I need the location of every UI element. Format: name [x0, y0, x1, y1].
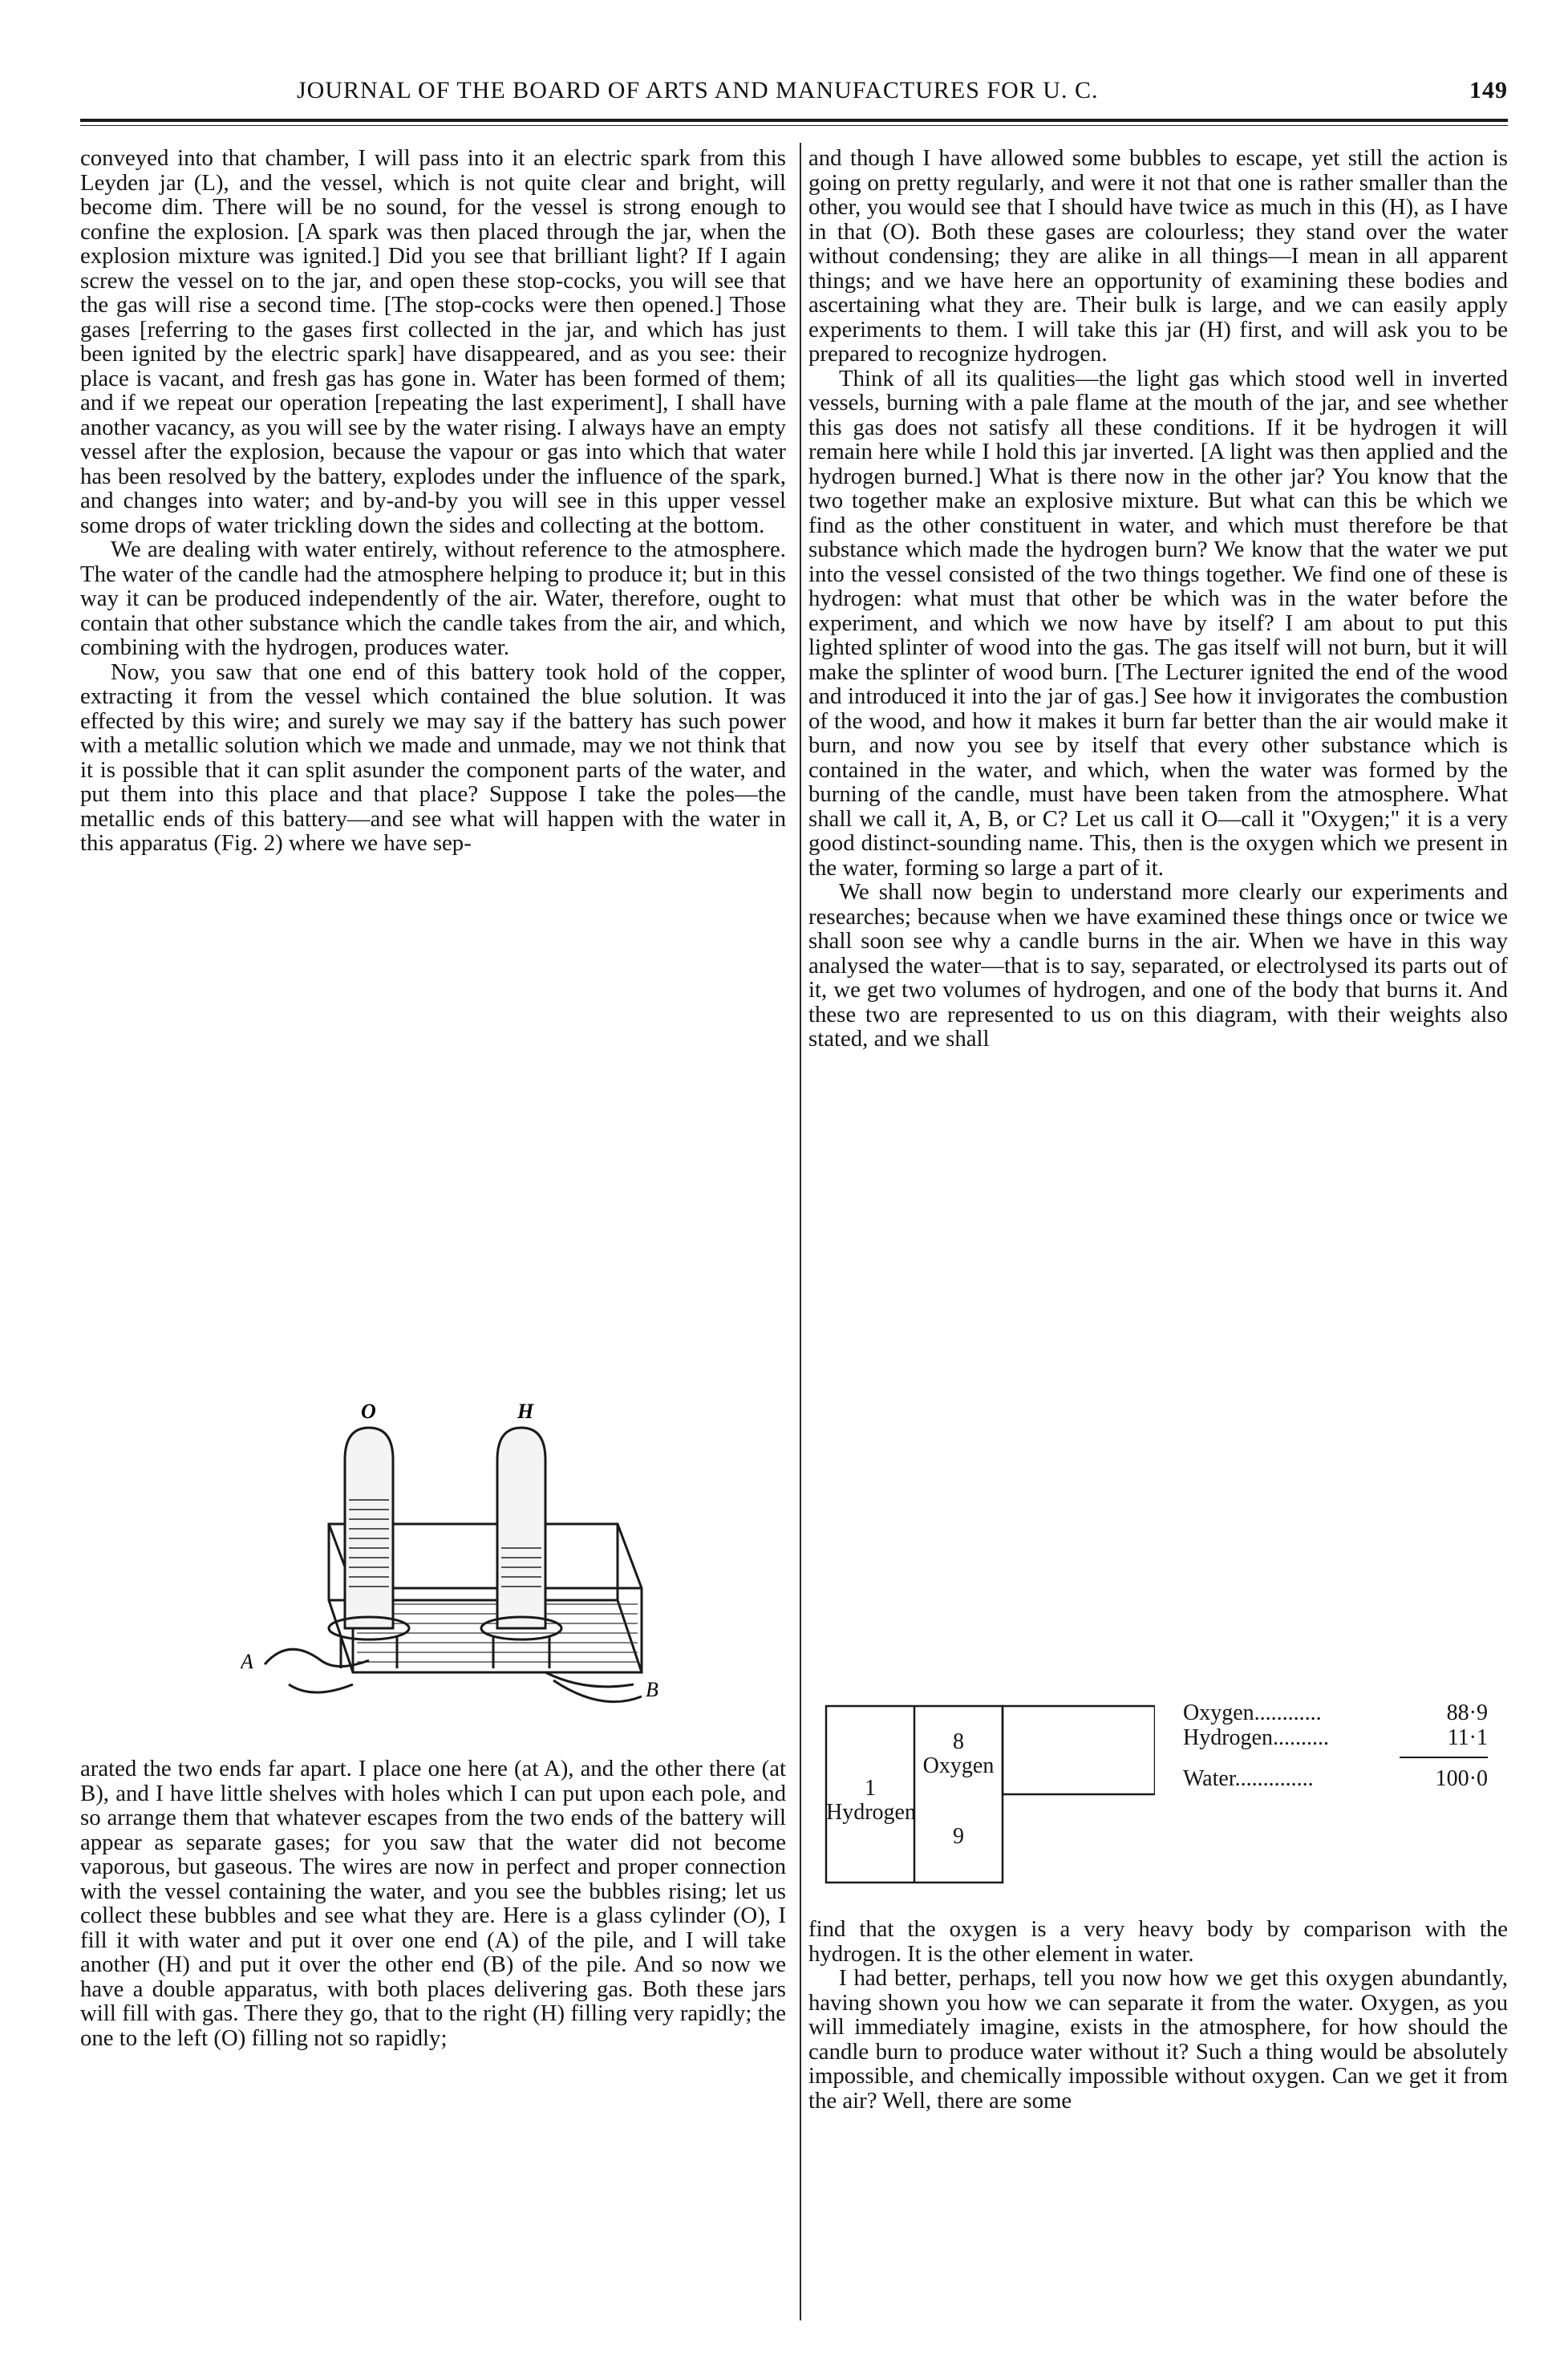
- paragraph: find that the oxygen is a very heavy body by comparison with the hydrogen. It is the other element in water.: [808, 1916, 1508, 1967]
- legend-row-water: [1183, 1766, 1488, 1791]
- legend-name: Water..............: [1183, 1766, 1314, 1791]
- sum-rule: [1400, 1757, 1488, 1758]
- label-o: O: [361, 1400, 376, 1423]
- label-a: A: [241, 1650, 253, 1673]
- left-column-bottom: [80, 1757, 786, 2050]
- legend-value: 88·9: [1446, 1700, 1488, 1725]
- paragraph: Now, you saw that one end of this battery took hold of the copper, extracting it from the vessel which contained the blue solution. It was effected by this wire; and surely we may say if the battery has such power with a metallic solution which we made and unmade, may we not think that it is possible that it can split asunder the component parts of the water, and put them into this place and that place? Suppose I take the poles—the metallic ends of this battery—and see what will happen with the water in this apparatus (Fig. 2) where we have sep-: [80, 659, 786, 856]
- paragraph: I had better, perhaps, tell you now how we get this oxygen abundantly, having shown you how we can separate it from the water. Oxygen, as you will immediately imagine, exists in the atmosphere, for how should the candle burn to produce water without it? Such a thing would be absolutely impossible, and chemically impossible without oxygen. Can we get it from the air? Well, there are some: [808, 1965, 1508, 2114]
- water-composition-diagram: [818, 1704, 1155, 1889]
- label-h: H: [517, 1400, 534, 1423]
- label-b: B: [646, 1678, 658, 1701]
- oxygen-number: 8: [953, 1729, 964, 1754]
- journal-title: JOURNAL OF THE BOARD OF ARTS AND MANUFACTURES FOR U. C.: [297, 77, 1099, 103]
- jar-h: [497, 1428, 545, 1628]
- legend-name: Oxygen............: [1183, 1700, 1322, 1725]
- header-rule-thin: [80, 125, 1508, 126]
- running-header: [80, 71, 1508, 111]
- legend-row-hydrogen: [1183, 1725, 1488, 1750]
- jar-o: [345, 1428, 393, 1628]
- legend-value: 100·0: [1435, 1766, 1488, 1791]
- legend-sum-rule-row: [1183, 1750, 1488, 1766]
- legend-value: 11·1: [1447, 1725, 1488, 1750]
- paragraph: Think of all its qualities—the light gas which stood well in inverted vessels, burning with a pale flame at the mouth of the jar, and see whether this gas does not satisfy all these conditions. If it be hydrogen it will remain here while I hold this jar inverted. [A light was then applied and the hydrogen burned.] What is there now in the other jar? You know that the two together make an explosive mixture. But what can this be which we find as the other constituent in water, and which must therefore be that substance which made the hydrogen burn? We know that the water we put into the vessel consisted of the two things together. We find one of these is hydrogen: what must that other be which was in the water before the experiment, and which we now have by itself? I am about to put this lighted splinter of wood into the gas. The gas itself will not burn, but it will make the splinter of wood burn. [The Lecturer ignited the end of the wood and introduced it into the jar of gas.] See how it invigorates the combustion of the wood, and how it makes it burn far better than the air would make it burn, and now you see by itself that every other substance which is contained in the water, and which, when the water was formed by the burning of the candle, must have been taken from the atmosphere. What shall we call it, A, B, or C? Let us call it O—call it "Oxygen;" it is a very good distinct-sounding name. This, then is the oxygen which we present in the water, forming so large a part of it.: [808, 365, 1508, 881]
- left-column-top: [80, 146, 786, 856]
- column-divider: [800, 143, 801, 2320]
- right-column-top: [808, 146, 1508, 1052]
- paragraph: We are dealing with water entirely, without reference to the atmosphere. The water of the candle had the atmosphere helping to produce it; but in this way it can be produced independently of the air. Water, therefore, ought to contain that other substance which the candle takes from the air, and which, combining with the hydrogen, produces water.: [80, 537, 786, 660]
- hydrogen-number: 1: [865, 1776, 876, 1801]
- oxygen-label: Oxygen: [922, 1753, 995, 1778]
- header-rule-thick: [80, 119, 1508, 122]
- legend-row-oxygen: [1183, 1700, 1488, 1725]
- wires: [265, 1649, 642, 1702]
- paragraph: We shall now begin to understand more clearly our experiments and researches; because when we have examined these things once or twice we shall soon see why a candle burns in the air. When we have in this way analysed the water—that is to say, separated, or electrolysed its parts out of it, we get two volumes of hydrogen, and one of the body that burns it. And these two are represented to us on this diagram, with their weights also stated, and we shall: [808, 879, 1508, 1052]
- hydrogen-label: Hydrogen: [826, 1800, 916, 1825]
- weight-legend: [1183, 1700, 1488, 1791]
- apparatus-illustration: [241, 1396, 674, 1741]
- page-number: 149: [1469, 77, 1508, 103]
- legend-name: Hydrogen..........: [1183, 1725, 1329, 1750]
- figure-2-electrolysis-apparatus: [241, 1396, 674, 1741]
- paragraph: conveyed into that chamber, I will pass into it an electric spark from this Leyden jar (L), and the vessel, which is not quite clear and bright, will become dim. There will be no sound, for the vessel is strong enough to confine the explosion. [A spark was then placed through the jar, when the explosion mixture was ignited.] Did you see that brilliant light? If I again screw the vessel on to the jar, and open these stop-cocks, you will see that the gas will rise a second time. [The stop-cocks were then opened.] Those gases [referring to the gases first collected in the jar, and which has just been ignited by the electric spark] have disappeared, and as you see: their place is vacant, and fresh gas has gone in. Water has been formed of them; and if we repeat our operation [repeating the last experiment], I shall have another vacancy, as you will see by the water rising. I always have an empty vessel after the explosion, because the vapour or gas into which that water has been resolved by the battery, explodes under the influence of the spark, and changes into water; and by-and-by you will see in this upper vessel some drops of water trickling down the sides and collecting at the bottom.: [80, 145, 786, 538]
- paragraph: and though I have allowed some bubbles to escape, yet still the action is going on pretty regularly, and were it not that one is rather smaller than the other, you would see that I should have twice as much in this (H), as I have in that (O). Both these gases are colourless; they stand over the water without condensing; they are alike in all things—I mean in all apparent things; and we have here an opportunity of examining these bodies and ascertaining what they are. Their bulk is large, and we can easily apply experiments to them. I will take this jar (H) first, and will ask you to be prepared to recognize hydrogen.: [808, 145, 1508, 367]
- paragraph: arated the two ends far apart. I place one here (at A), and the other there (at B), and I have little shelves with holes which I can put upon each pole, and so arrange them that whatever escapes from the two ends of the battery will appear as separate gases; for you saw that the water did not become vaporous, but gaseous. The wires are now in perfect and proper connection with the vessel containing the water, and you see the bubbles rising; let us collect these bubbles and see what they are. Here is a glass cylinder (O), I fill it with water and put it over one end (A) of the pile, and I will take another (H) and put it over the other end (B) of the pile. And so now we have a double apparatus, with both places delivering gas. Both these jars will fill with gas. There they go, that to the right (H) filling very rapidly; the one to the left (O) filling not so rapidly;: [80, 1756, 786, 2051]
- right-column-bottom: [808, 1917, 1508, 2113]
- total-number: 9: [953, 1824, 964, 1849]
